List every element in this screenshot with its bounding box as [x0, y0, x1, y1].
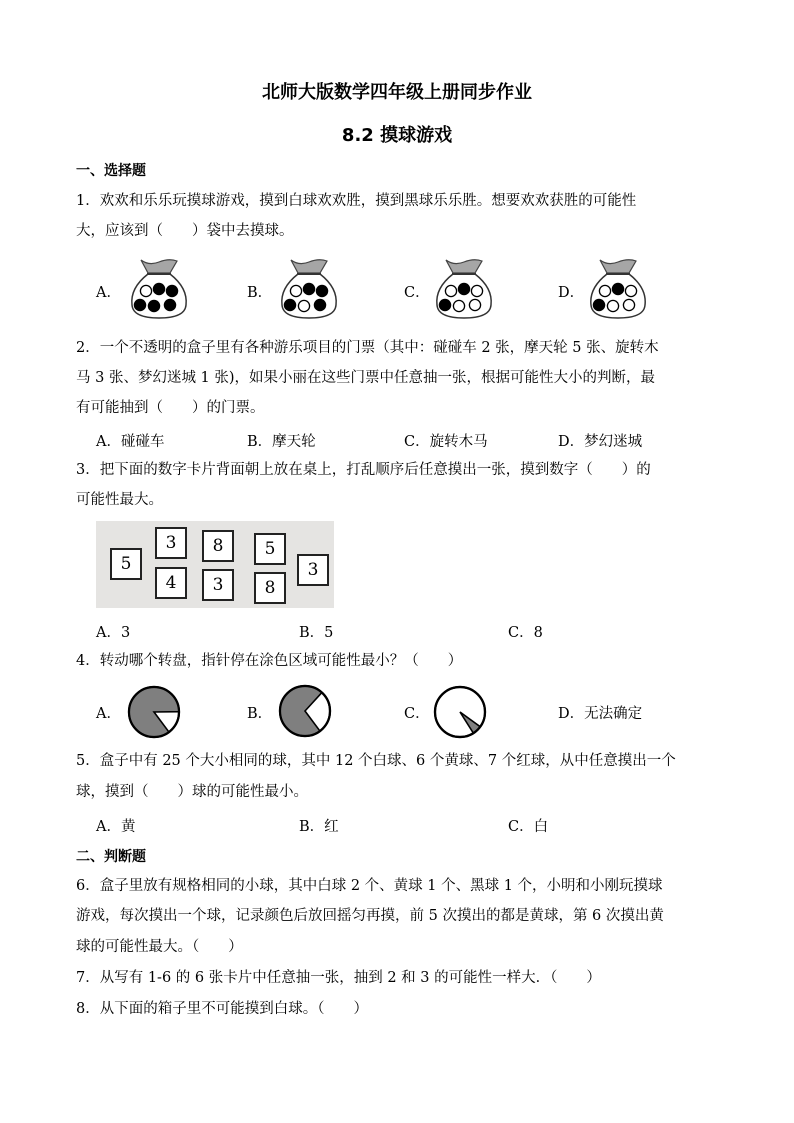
black-ball-icon	[593, 299, 604, 310]
black-ball-icon	[166, 285, 177, 296]
section-heading-choice: 一、选择题	[76, 163, 146, 179]
question-2-line-1: 2．一个不透明的盒子里有各种游乐项目的门票（其中：碰碰车 2 张，摩天轮 5 张、旋转木	[76, 340, 659, 356]
q4-spinner-b	[278, 684, 332, 738]
question-7-line-1: 7．从写有 1-6 的 6 张卡片中任意抽一张，抽到 2 和 3 的可能性一样大．（ ）	[76, 970, 601, 986]
number-card: 8	[202, 530, 234, 562]
q1-bag-a	[127, 258, 191, 320]
number-card: 8	[254, 572, 286, 604]
q4-option-c-label[interactable]: C．	[404, 706, 430, 722]
black-ball-icon	[153, 283, 164, 294]
question-5-line-2: 球，摸到（ ）球的可能性最小。	[76, 784, 308, 800]
page-title: 北师大版数学四年级上册同步作业	[262, 82, 532, 103]
q2-option-a[interactable]: A．碰碰车	[96, 434, 165, 450]
q1-bag-c	[432, 258, 496, 320]
bag-top-icon	[600, 260, 636, 273]
q4-option-b-label[interactable]: B．	[247, 706, 273, 722]
black-ball-icon	[164, 299, 175, 310]
bag-body-icon	[591, 274, 645, 318]
q4-option-d[interactable]: D．无法确定	[558, 706, 643, 722]
number-cards-image	[96, 521, 334, 608]
black-ball-icon	[148, 300, 159, 311]
black-ball-icon	[316, 285, 327, 296]
number-card: 3	[202, 569, 234, 601]
black-ball-icon	[134, 299, 145, 310]
q1-bag-d	[586, 258, 650, 320]
white-ball-icon	[625, 285, 636, 296]
q5-option-c[interactable]: C．白	[508, 819, 549, 835]
black-ball-icon	[284, 299, 295, 310]
q3-option-b[interactable]: B．5	[299, 625, 334, 641]
q2-option-d[interactable]: D．梦幻迷城	[558, 434, 643, 450]
bag-body-icon	[282, 274, 336, 318]
question-3-line-1: 3．把下面的数字卡片背面朝上放在桌上，打乱顺序后任意摸出一张，摸到数字（ ）的	[76, 462, 651, 478]
bag-top-icon	[446, 260, 482, 273]
black-ball-icon	[303, 283, 314, 294]
black-ball-icon	[458, 283, 469, 294]
q1-option-c-label[interactable]: C．	[404, 285, 430, 301]
question-2-line-2: 马 3 张、梦幻迷城 1 张)，如果小丽在这些门票中任意抽一张，根据可能性大小的判断，最	[76, 370, 656, 386]
q2-option-b[interactable]: B．摩天轮	[247, 434, 316, 450]
question-6-line-2: 游戏，每次摸出一个球，记录颜色后放回摇匀再摸，前 5 次摸出的都是黄球，第 6 次摸出黄	[76, 908, 664, 924]
q4-option-a-label[interactable]: A．	[96, 706, 121, 722]
q1-bag-b	[277, 258, 341, 320]
section-heading-judgement: 二、判断题	[76, 849, 146, 865]
q1-option-d-label[interactable]: D．	[558, 285, 585, 301]
q2-option-c[interactable]: C．旋转木马	[404, 434, 488, 450]
question-8-line-1: 8．从下面的箱子里不可能摸到白球。（ ）	[76, 1001, 368, 1017]
white-ball-icon	[469, 299, 480, 310]
white-ball-icon	[140, 285, 151, 296]
white-ball-icon	[623, 299, 634, 310]
white-ball-icon	[445, 285, 456, 296]
q5-option-b[interactable]: B．红	[299, 819, 339, 835]
q5-option-a[interactable]: A．黄	[96, 819, 136, 835]
question-2-line-3: 有可能抽到（ ）的门票。	[76, 400, 265, 416]
number-card: 3	[297, 554, 329, 586]
white-ball-icon	[298, 300, 309, 311]
white-ball-icon	[607, 300, 618, 311]
bag-body-icon	[437, 274, 491, 318]
black-ball-icon	[612, 283, 623, 294]
question-6-line-1: 6．盒子里放有规格相同的小球，其中白球 2 个、黄球 1 个、黑球 1 个，小明和小刚玩摸球	[76, 878, 663, 894]
q1-option-b-label[interactable]: B．	[247, 285, 273, 301]
q4-spinner-a	[127, 685, 181, 739]
page-subtitle: 8.2 摸球游戏	[341, 125, 453, 146]
question-3-line-2: 可能性最大。	[76, 492, 163, 508]
q4-spinner-c	[433, 685, 487, 739]
number-card: 5	[110, 548, 142, 580]
number-card: 5	[254, 533, 286, 565]
question-1-line-2: 大，应该到（ ）袋中去摸球。	[76, 223, 294, 239]
bag-top-icon	[291, 260, 327, 273]
number-card: 3	[155, 527, 187, 559]
number-card: 4	[155, 567, 187, 599]
q3-option-a[interactable]: A．3	[96, 625, 131, 641]
black-ball-icon	[439, 299, 450, 310]
white-ball-icon	[599, 285, 610, 296]
question-6-line-3: 球的可能性最大。（ ）	[76, 939, 243, 955]
question-1-line-1: 1．欢欢和乐乐玩摸球游戏，摸到白球欢欢胜，摸到黑球乐乐胜。想要欢欢获胜的可能性	[76, 193, 637, 209]
question-4-line-1: 4．转动哪个转盘，指针停在涂色区域可能性最小？（ ）	[76, 653, 463, 669]
white-ball-icon	[471, 285, 482, 296]
q3-option-c[interactable]: C．8	[508, 625, 543, 641]
question-5-line-1: 5．盒子中有 25 个大小相同的球，其中 12 个白球、6 个黄球、7 个红球，从中任意摸出一个	[76, 753, 676, 769]
bag-body-icon	[132, 274, 186, 318]
q1-option-a-label[interactable]: A．	[96, 285, 121, 301]
bag-top-icon	[141, 260, 177, 273]
white-ball-icon	[290, 285, 301, 296]
white-ball-icon	[453, 300, 464, 311]
black-ball-icon	[314, 299, 325, 310]
